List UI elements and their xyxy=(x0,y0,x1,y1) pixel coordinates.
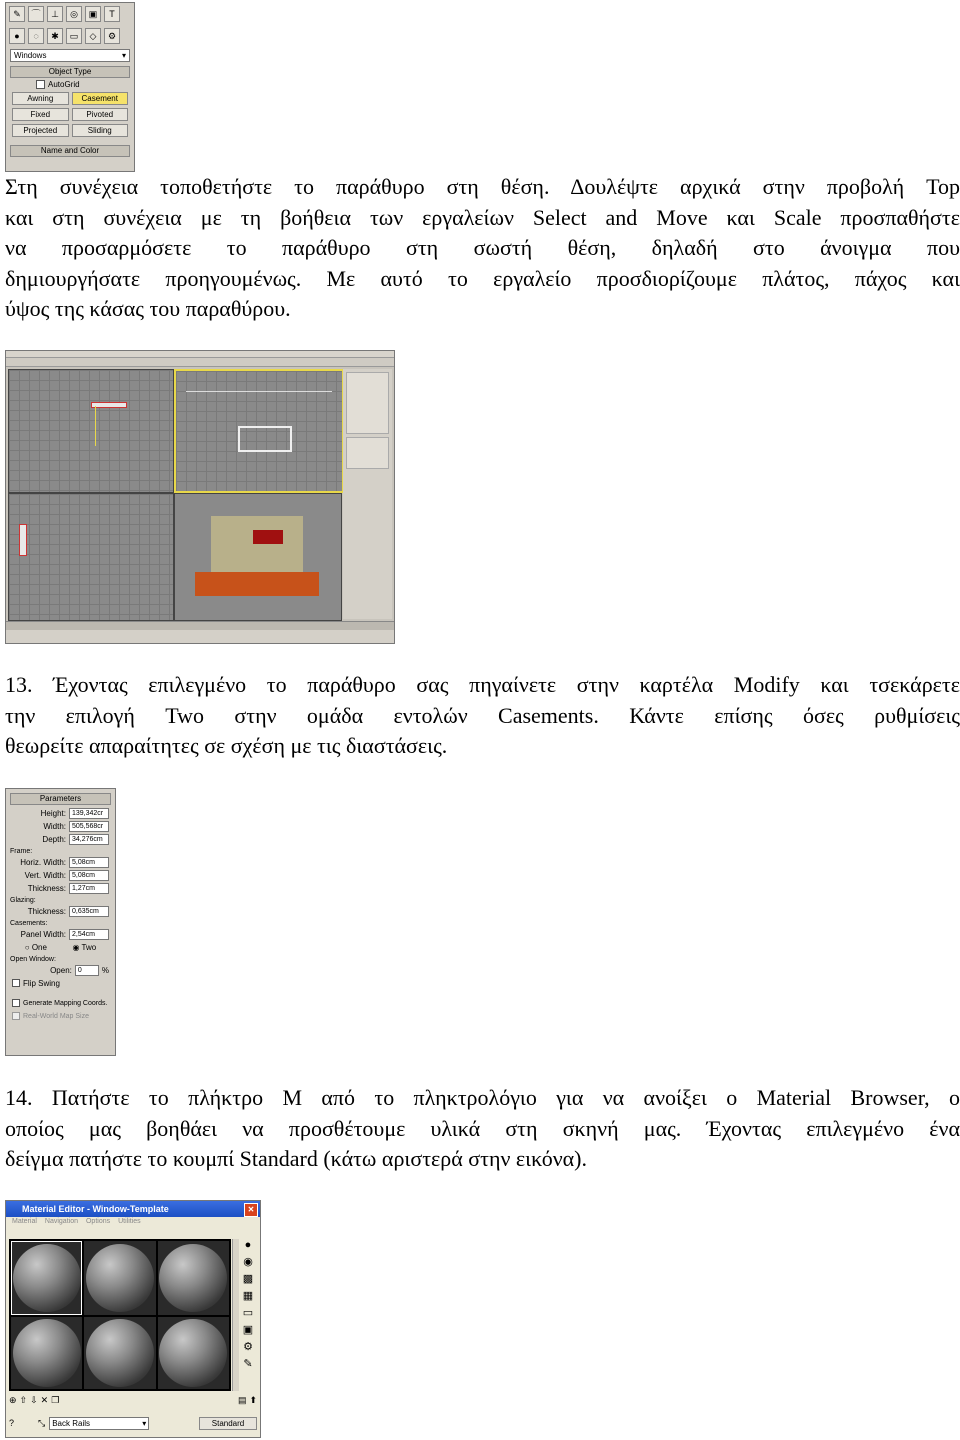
awning-button[interactable]: Awning xyxy=(12,92,69,105)
sample-slot[interactable] xyxy=(11,1241,82,1315)
assign-material-icon[interactable]: ⇩ xyxy=(30,1394,38,1405)
projected-button[interactable]: Projected xyxy=(12,124,69,137)
sample-sphere xyxy=(13,1319,81,1387)
close-icon[interactable]: ✕ xyxy=(244,1203,258,1217)
category-dropdown[interactable] xyxy=(10,49,130,62)
help-icon[interactable]: ? xyxy=(9,1418,15,1428)
frame-thickness-field[interactable]: 1,27cm xyxy=(69,883,109,894)
sample-scrollbar[interactable] xyxy=(232,1239,239,1391)
casement-button[interactable]: Casement xyxy=(72,92,129,105)
material-name-row xyxy=(9,1415,257,1431)
flip-swing-label: Flip Swing xyxy=(23,978,60,988)
height-field[interactable]: 139,342cr xyxy=(69,808,109,819)
text-line: Στη συνέχεια τοποθετήστε το παράθυρο στη θέση. Δουλέψτε αρχικά στην προβολή Top xyxy=(5,174,960,199)
copy-material-icon[interactable]: ❐ xyxy=(51,1394,60,1405)
sample-slot[interactable] xyxy=(84,1241,155,1315)
sample-sphere xyxy=(86,1244,154,1312)
helpers-icon[interactable]: ◇ xyxy=(85,28,101,44)
create-panel-screenshot xyxy=(5,2,135,172)
systems-icon[interactable]: ⚙ xyxy=(104,28,120,44)
options-icon[interactable]: ⚙ xyxy=(243,1341,253,1353)
horiz-width-field[interactable]: 5,08cm xyxy=(69,857,109,868)
cameras-icon[interactable]: ▭ xyxy=(66,28,82,44)
panel-width-field[interactable]: 2,54cm xyxy=(69,929,109,940)
open-label: Open: xyxy=(50,965,72,975)
show-map-icon[interactable]: ▤ xyxy=(237,1394,247,1405)
horiz-width-label: Horiz. Width: xyxy=(20,857,66,867)
fixed-button[interactable]: Fixed xyxy=(12,108,69,121)
object-type-rollout[interactable]: Object Type xyxy=(10,66,130,78)
viewport-left[interactable] xyxy=(8,493,174,621)
mapping-coords-row xyxy=(12,997,109,1009)
material-editor-title: Material Editor - Window-Template xyxy=(22,1204,169,1214)
autogrid-row xyxy=(36,80,134,89)
command-panel-tabs xyxy=(6,3,134,25)
frame-thickness-row xyxy=(12,882,109,894)
open-window-group-label: Open Window: xyxy=(10,956,56,963)
viewports-screenshot xyxy=(5,350,395,644)
glazing-thickness-field[interactable]: 0,635cm xyxy=(69,906,109,917)
utilities-tab-icon[interactable]: T xyxy=(104,6,120,22)
gizmo-top xyxy=(95,406,96,446)
vert-width-field[interactable]: 5,08cm xyxy=(69,870,109,881)
viewport-front[interactable] xyxy=(174,369,344,493)
hierarchy-tab-icon[interactable]: ⊥ xyxy=(47,6,63,22)
sample-slot[interactable] xyxy=(84,1317,155,1389)
two-radio[interactable]: ◉ Two xyxy=(72,942,97,952)
motion-tab-icon[interactable]: ◎ xyxy=(66,6,82,22)
go-to-parent-icon[interactable]: ⬆ xyxy=(249,1394,257,1405)
flip-swing-row xyxy=(12,977,109,989)
sample-sphere xyxy=(159,1244,227,1312)
depth-label: Depth: xyxy=(42,834,66,844)
get-material-icon[interactable]: ⊕ xyxy=(9,1394,17,1405)
sample-slot[interactable] xyxy=(158,1241,229,1315)
depth-field[interactable]: 34,276cm xyxy=(69,834,109,845)
text-line: δημιουργήσατε προηγουμένως. Με αυτό το εργαλείο προσδιορίζουμε πλάτος, πάχος και xyxy=(5,265,960,291)
sample-slot[interactable] xyxy=(11,1317,82,1389)
shapes-icon[interactable]: ◌ xyxy=(28,28,44,44)
modify-tab-icon[interactable]: ⌒ xyxy=(28,6,44,22)
bottom-toolbar xyxy=(9,1393,257,1407)
background-icon[interactable]: ▩ xyxy=(242,1273,254,1285)
one-radio[interactable]: ○ One xyxy=(24,942,47,952)
window-object-top xyxy=(91,402,127,408)
open-field[interactable]: 0 xyxy=(75,965,99,976)
text-line: δείγμα πατήστε το κουμπί Standard (κάτω αριστερά στην εικόνα). xyxy=(5,1146,587,1171)
material-editor-titlebar xyxy=(6,1201,260,1217)
name-and-color-rollout[interactable]: Name and Color xyxy=(10,145,130,157)
casements-group-label: Casements: xyxy=(10,920,48,927)
side-toolbar xyxy=(240,1239,256,1370)
paragraph-step-13 xyxy=(5,670,960,762)
status-bar xyxy=(6,630,394,643)
command-panel-rows xyxy=(346,372,389,434)
chevron-down-icon: ▾ xyxy=(121,51,126,60)
backlight-icon[interactable]: ◉ xyxy=(243,1256,253,1268)
chevron-down-icon: ▾ xyxy=(142,1418,147,1428)
frame-group-label: Frame: xyxy=(10,848,33,855)
flip-swing-checkbox[interactable] xyxy=(12,979,20,987)
width-label: Width: xyxy=(43,821,66,831)
mapping-coords-checkbox[interactable] xyxy=(12,999,20,1007)
standard-button[interactable]: Standard xyxy=(199,1417,257,1430)
two-label: Two xyxy=(81,942,97,952)
material-editor-menu xyxy=(6,1217,260,1228)
put-to-scene-icon[interactable]: ⇧ xyxy=(19,1394,28,1405)
window-object-left xyxy=(19,524,27,556)
room-floor xyxy=(195,572,319,596)
material-editor-screenshot xyxy=(5,1200,261,1438)
viewport-top[interactable] xyxy=(8,369,174,493)
sample-slots xyxy=(9,1239,231,1391)
parameters-panel-screenshot xyxy=(5,788,116,1056)
room-back-wall xyxy=(211,516,303,572)
real-world-checkbox[interactable] xyxy=(12,1012,20,1020)
create-category-bar xyxy=(6,25,134,47)
window-object-front xyxy=(238,426,292,452)
text-line: 14. Πατήστε το πλήκτρο M από το πληκτρολόγιο για να ανοίξει ο Material Browser, ο xyxy=(5,1085,960,1110)
main-menu-bar xyxy=(6,351,394,358)
glazing-thickness-label: Thickness: xyxy=(27,906,66,916)
parameters-rollout[interactable]: Parameters xyxy=(10,793,111,805)
window-type-buttons xyxy=(12,92,128,137)
pick-material-icon[interactable]: ⤡ xyxy=(38,1417,46,1428)
perspective-line xyxy=(186,391,332,392)
vert-width-label: Vert. Width: xyxy=(24,870,66,880)
panel-width-label: Panel Width: xyxy=(20,929,66,939)
timeline-bar[interactable] xyxy=(6,621,394,630)
menu-navigation[interactable]: Navigation xyxy=(44,1218,78,1225)
text-line: την επιλογή Two στην ομάδα εντολών Casements. Κάντε επίσης όσες ρυθμίσεις xyxy=(5,702,960,728)
sample-sphere xyxy=(13,1244,81,1312)
main-toolbar xyxy=(6,358,394,367)
paragraph-step-14 xyxy=(5,1083,960,1175)
material-name-field[interactable] xyxy=(49,1417,149,1430)
depth-row xyxy=(12,833,109,845)
real-world-label: Real-World Map Size xyxy=(23,1012,90,1020)
create-tab-icon[interactable]: ✎ xyxy=(9,6,25,22)
lights-icon[interactable]: ✱ xyxy=(47,28,63,44)
reset-icon[interactable]: ✕ xyxy=(40,1394,49,1405)
text-line: 13. Έχοντας επιλεγμένο το παράθυρο σας πηγαίνετε στην καρτέλα Modify και τσεκάρετε xyxy=(5,672,960,697)
text-line: ύψος της κάσας του παραθύρου. xyxy=(5,296,291,321)
mapping-coords-label: Generate Mapping Coords. xyxy=(23,999,108,1007)
text-line: να προσαρμόσετε το παράθυρο στη σωστή θέση, δηλαδή στο άνοιγμα που xyxy=(5,235,960,260)
open-row xyxy=(12,964,109,976)
autogrid-label: AutoGrid xyxy=(48,80,80,89)
make-preview-icon[interactable]: ▣ xyxy=(242,1324,254,1336)
viewport-perspective[interactable] xyxy=(174,493,342,621)
height-label: Height: xyxy=(40,808,66,818)
width-field[interactable]: 505,568cr xyxy=(69,821,109,832)
select-by-material-icon[interactable]: ✎ xyxy=(243,1358,253,1370)
sample-sphere xyxy=(86,1319,154,1387)
material-name-value: Back Rails xyxy=(52,1418,91,1428)
vert-width-row xyxy=(12,869,109,881)
command-panel-rows xyxy=(346,437,389,469)
width-row xyxy=(12,820,109,832)
panel-width-row xyxy=(12,928,109,940)
sample-sphere xyxy=(159,1319,227,1387)
video-color-icon[interactable]: ▭ xyxy=(242,1307,254,1319)
casement-count-row xyxy=(12,941,109,953)
window-object-perspective xyxy=(253,530,283,544)
sample-slot[interactable] xyxy=(158,1317,229,1389)
horiz-width-row xyxy=(12,856,109,868)
display-tab-icon[interactable]: ▣ xyxy=(85,6,101,22)
glazing-thickness-row xyxy=(12,905,109,917)
text-line: θεωρείτε απαραίτητες σε σχέση με τις διαστάσεις. xyxy=(5,733,448,758)
autogrid-checkbox[interactable] xyxy=(36,80,45,89)
geometry-icon[interactable]: ● xyxy=(9,28,25,44)
paragraph-window-placement xyxy=(5,172,960,325)
sample-type-icon[interactable]: ● xyxy=(244,1239,252,1251)
open-unit: % xyxy=(101,965,109,975)
frame-thickness-label: Thickness: xyxy=(27,883,66,893)
menu-material[interactable]: Material xyxy=(12,1218,37,1225)
command-panel xyxy=(343,369,392,619)
glazing-group-label: Glazing: xyxy=(10,897,36,904)
pivoted-button[interactable]: Pivoted xyxy=(72,108,129,121)
text-line: και στη συνέχεια με τη βοήθεια των εργαλείων Select and Move και Scale προσπαθήστε xyxy=(5,204,960,230)
menu-options[interactable]: Options xyxy=(85,1218,111,1225)
sliding-button[interactable]: Sliding xyxy=(72,124,129,137)
text-line: οποίος μας βοηθάει να προσθέτουμε υλικά στη σκηνή μας. Έχοντας επιλεγμένο ένα xyxy=(5,1115,960,1141)
one-label: One xyxy=(31,942,47,952)
real-world-row xyxy=(12,1010,109,1022)
uv-tiling-icon[interactable]: ▦ xyxy=(242,1290,254,1302)
menu-utilities[interactable]: Utilities xyxy=(118,1218,141,1225)
height-row xyxy=(12,807,109,819)
category-value: Windows xyxy=(14,51,47,60)
